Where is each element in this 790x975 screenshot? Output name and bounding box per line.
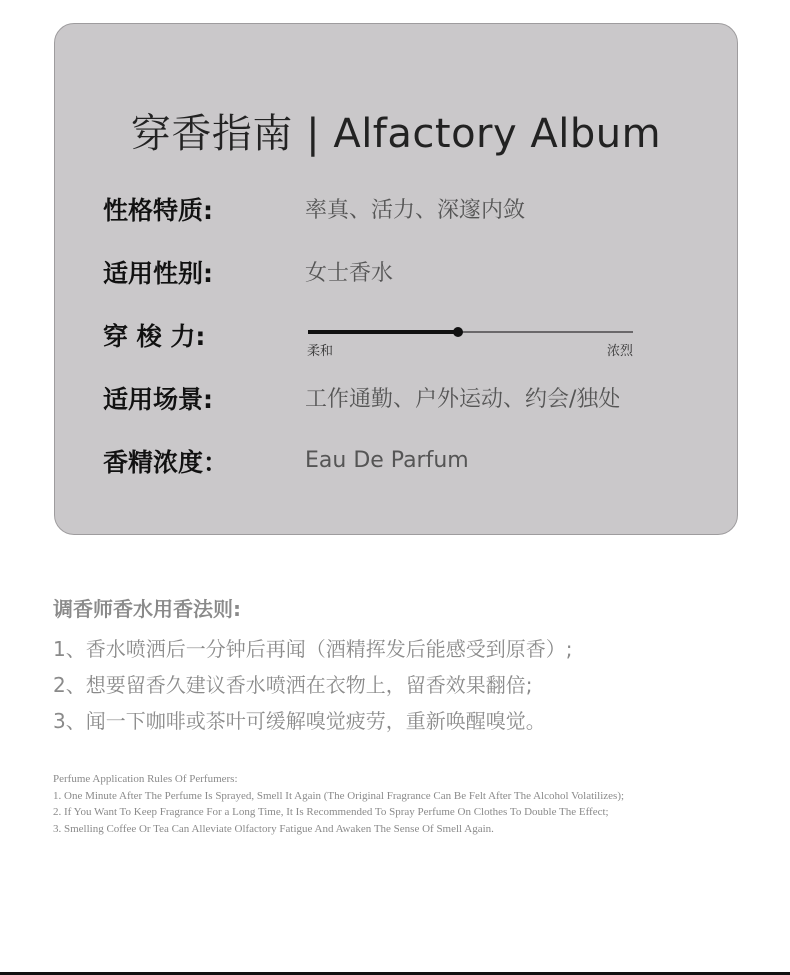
slider-max-label: 浓烈 xyxy=(606,344,633,359)
personality-value: 率真、活力、深邃内敛 xyxy=(305,198,526,223)
rules-cn-section xyxy=(53,595,773,739)
personality-row xyxy=(103,191,703,231)
concentration-label: 香精浓度： xyxy=(103,448,229,477)
slider-fill xyxy=(308,330,458,334)
rules-cn-title: 调香师香水用香法则: xyxy=(53,597,241,621)
slider-knob xyxy=(453,327,463,337)
fragrance-guide-card xyxy=(54,23,738,535)
gender-row xyxy=(103,254,703,294)
rules-en-item: 3. Smelling Coffee Or Tea Can Alleviate Olfactory Fatigue And Awaken The Sense Of Smell Again. xyxy=(53,822,494,835)
sillage-slider xyxy=(305,317,633,357)
rules-cn-item: 1、香水喷洒后一分钟后再闻（酒精挥发后能感受到原香）; xyxy=(53,637,573,661)
rules-cn-item: 3、闻一下咖啡或茶叶可缓解嗅觉疲劳，重新唤醒嗅觉。 xyxy=(53,709,546,733)
concentration-value: Eau De Parfum xyxy=(305,448,469,473)
card-title: 穿香指南 | Alfactory Album xyxy=(130,111,662,157)
rules-en-item: 2. If You Want To Keep Fragrance For a Long Time, It Is Recommended To Spray Perfume On Clothes To Double The Effect; xyxy=(53,806,609,818)
gender-value: 女士香水 xyxy=(305,261,394,286)
occasion-value: 工作通勤、户外运动、约会/独处 xyxy=(305,387,621,412)
rules-en-section xyxy=(53,771,773,837)
rules-en-item: 1. One Minute After The Perfume Is Sprayed, Smell It Again (The Original Fragrance Can Be Felt After The Alcohol Volatilizes); xyxy=(53,789,625,802)
rules-cn-item: 2、想要留香久建议香水喷洒在衣物上，留香效果翻倍; xyxy=(53,673,533,697)
occasion-label: 适用场景: xyxy=(103,385,213,414)
sillage-row xyxy=(103,317,703,357)
sillage-label: 穿 梭 力: xyxy=(103,322,206,351)
rules-en-title: Perfume Application Rules Of Perfumers: xyxy=(53,773,238,785)
personality-label: 性格特质: xyxy=(103,196,213,225)
concentration-row xyxy=(103,443,703,483)
occasion-row xyxy=(103,380,703,420)
gender-label: 适用性别: xyxy=(103,259,213,288)
slider-min-label: 柔和 xyxy=(307,344,334,359)
